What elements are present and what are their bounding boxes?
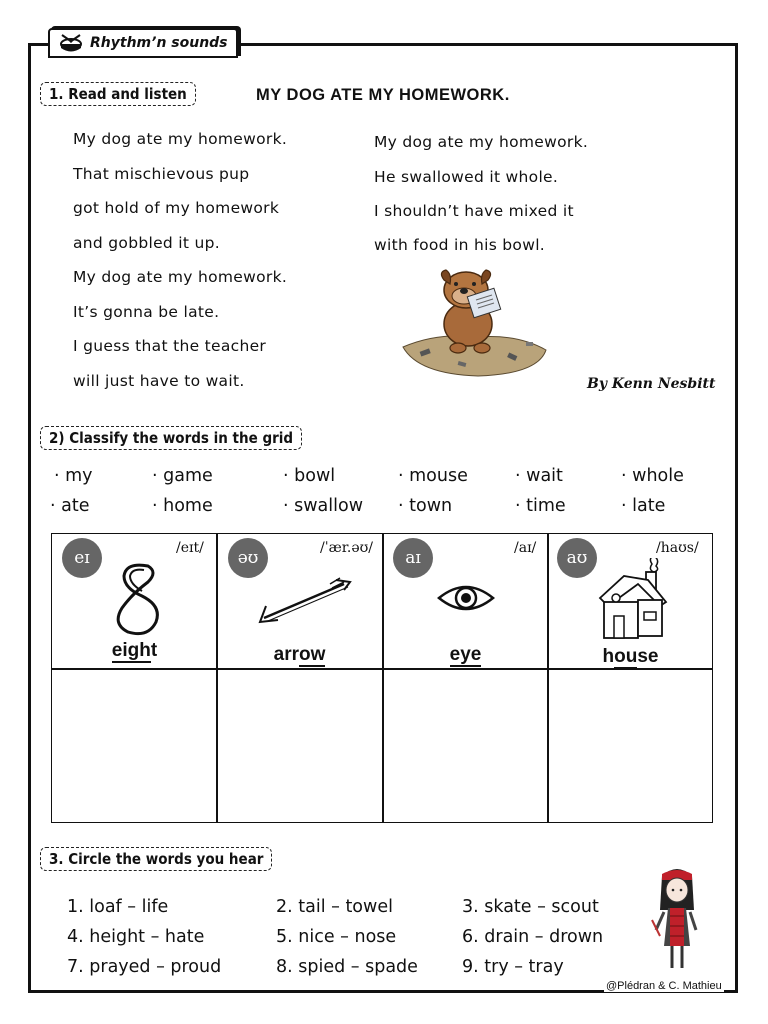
cue-word: house (602, 646, 659, 667)
word-item[interactable]: · bowl (283, 466, 336, 486)
poem-line: My dog ate my homework. (374, 133, 589, 151)
word-item[interactable]: · home (152, 496, 213, 516)
word-pair[interactable]: 9. try – tray (462, 957, 564, 977)
poem-line: It’s gonna be late. (73, 303, 220, 321)
poem-line: got hold of my homework (73, 199, 280, 217)
dog-with-homework-icon (398, 262, 548, 380)
cue-word: arrow (273, 644, 326, 665)
sound-symbol-badge: əʊ (228, 538, 268, 578)
poem-line: will just have to wait. (73, 372, 245, 390)
drum-icon (58, 33, 84, 53)
word-item[interactable]: · time (515, 496, 566, 516)
poem-line: He swallowed it whole. (374, 168, 559, 186)
word-pair[interactable]: 3. skate – scout (462, 897, 599, 917)
word-pair[interactable]: 4. height – hate (67, 927, 205, 947)
ipa-transcription: /aɪ/ (514, 540, 537, 556)
word-pair[interactable]: 5. nice – nose (276, 927, 397, 947)
section1-label: 1. Read and listen (40, 82, 196, 106)
sound-symbol-badge: aɪ (393, 538, 433, 578)
house-icon (594, 558, 672, 644)
sound-symbol-badge: aʊ (557, 538, 597, 578)
word-item[interactable]: · mouse (398, 466, 468, 486)
girl-character-icon (648, 866, 706, 974)
cue-word: eye (449, 644, 482, 665)
word-pair[interactable]: 7. prayed – proud (67, 957, 222, 977)
poem-line: and gobbled it up. (73, 234, 220, 252)
number-eight-icon (104, 560, 174, 640)
word-item[interactable]: · my (54, 466, 93, 486)
poem-line: That mischievous pup (73, 165, 250, 183)
word-item[interactable]: · swallow (283, 496, 364, 516)
section3-label: 3. Circle the words you hear (40, 847, 272, 871)
poem-line: My dog ate my homework. (73, 268, 288, 286)
word-pair[interactable]: 2. tail – towel (276, 897, 393, 917)
poem-line: My dog ate my homework. (73, 130, 288, 148)
credit-text: @Plédran & C. Mathieu (606, 980, 722, 992)
ipa-transcription: /ˈær.əʊ/ (320, 540, 374, 556)
word-pair[interactable]: 8. spied – spade (276, 957, 418, 977)
word-pair[interactable]: 1. loaf – life (67, 897, 169, 917)
poem-line: I guess that the teacher (73, 337, 267, 355)
sound-symbol-badge: eɪ (62, 538, 102, 578)
word-item[interactable]: · ate (50, 496, 90, 516)
section2-label: 2) Classify the words in the grid (40, 426, 302, 450)
word-pair[interactable]: 6. drain – drown (462, 927, 604, 947)
word-item[interactable]: · wait (515, 466, 563, 486)
poem-line: with food in his bowl. (374, 236, 546, 254)
ipa-transcription: /eɪt/ (176, 540, 204, 556)
poem-line: I shouldn’t have mixed it (374, 202, 574, 220)
word-item[interactable]: · late (621, 496, 666, 516)
classification-grid (51, 533, 713, 823)
word-item[interactable]: · whole (621, 466, 684, 486)
word-item[interactable]: · town (398, 496, 453, 516)
header-title: Rhythm’n sounds (90, 35, 228, 51)
poem-author: By Kenn Nesbitt (587, 376, 716, 392)
word-item[interactable]: · game (152, 466, 213, 486)
header-tab (48, 28, 238, 58)
cue-word: eight (111, 640, 158, 661)
arrow-icon (258, 576, 358, 626)
ipa-transcription: /haʊs/ (656, 540, 699, 556)
eye-icon (436, 580, 496, 616)
poem-title: MY DOG ATE MY HOMEWORK. (256, 86, 510, 104)
